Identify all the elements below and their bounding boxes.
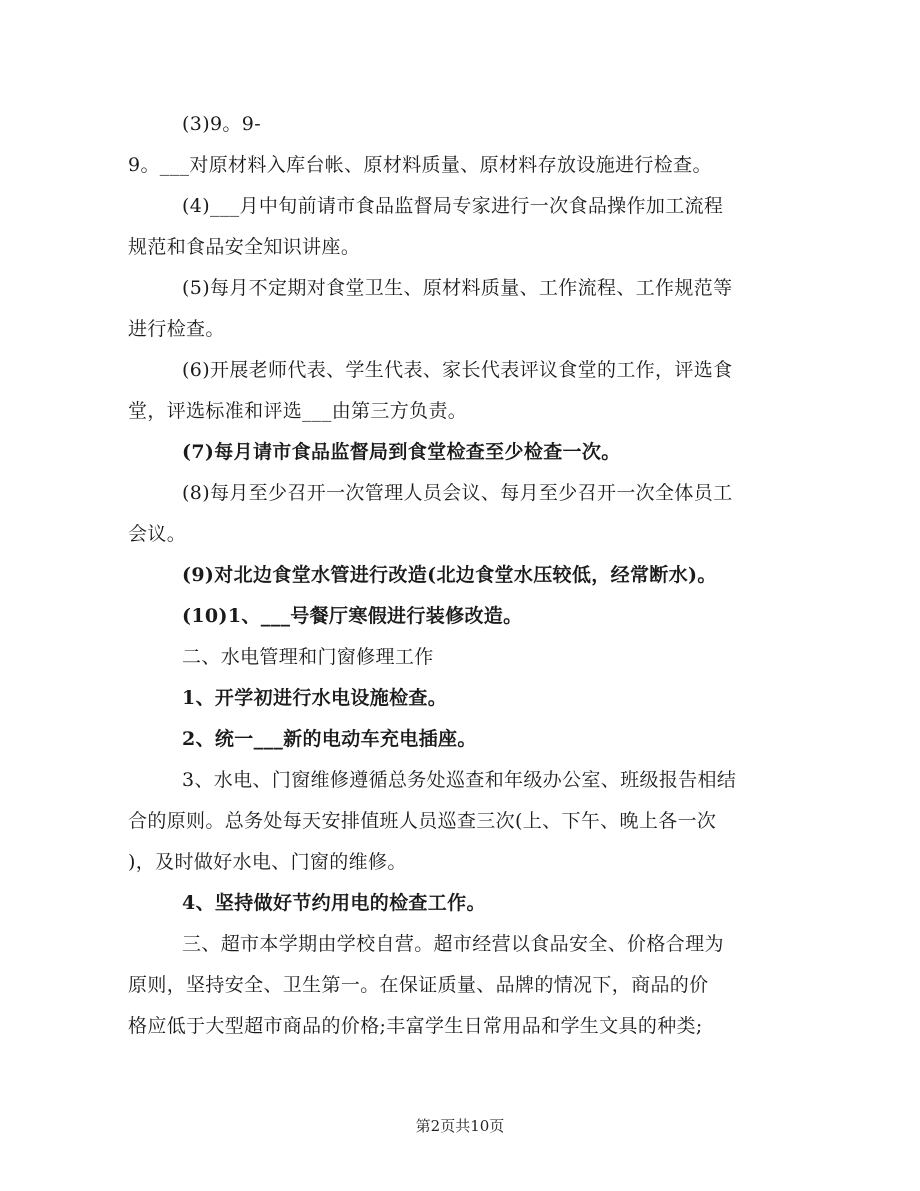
text-line: 4、坚持做好节约用电的检查工作。 xyxy=(182,892,486,914)
text-line: 3、水电、门窗维修遵循总务处巡查和年级办公室、班级报告相结 xyxy=(182,769,737,791)
text-line: 合的原则。总务处每天安排值班人员巡查三次(上、下午、晚上各一次 xyxy=(128,810,717,832)
text-line: 9。___对原材料入库台帐、原材料质量、原材料存放设施进行检查。 xyxy=(128,154,712,176)
text-line: (7)每月请市食品监督局到食堂检查至少检查一次。 xyxy=(182,441,621,463)
text-line: )，及时做好水电、门窗的维修。 xyxy=(128,851,407,873)
page-number-footer: 第2页共10页 xyxy=(415,1117,505,1135)
text-line: (5)每月不定期对食堂卫生、原材料质量、工作流程、工作规范等 xyxy=(182,277,733,299)
text-line: 1、开学初进行水电设施检查。 xyxy=(182,687,448,709)
document-body xyxy=(128,104,788,1047)
text-line: (6)开展老师代表、学生代表、家长代表评议食堂的工作，评选食 xyxy=(182,359,733,381)
section-heading: 二、水电管理和门窗修理工作 xyxy=(182,646,434,668)
text-line: 会议。 xyxy=(128,523,187,545)
text-line: 2、统一___新的电动车充电插座。 xyxy=(182,728,477,750)
text-line: 堂，评选标准和评选___由第三方负责。 xyxy=(128,400,468,422)
text-line: 进行检查。 xyxy=(128,318,225,340)
text-line: 原则，坚持安全、卫生第一。在保证质量、品牌的情况下，商品的价 xyxy=(128,974,709,996)
text-line: 规范和食品安全知识讲座。 xyxy=(128,236,361,258)
text-line: (3)9。9- xyxy=(182,113,261,135)
text-line: (9)对北边食堂水管进行改造(北边食堂水压较低，经常断水)。 xyxy=(182,564,717,586)
section-heading: 三、超市本学期由学校自营。超市经营以食品安全、价格合理为 xyxy=(182,933,724,955)
text-line: (8)每月至少召开一次管理人员会议、每月至少召开一次全体员工 xyxy=(182,482,733,504)
text-line: 格应低于大型超市商品的价格;丰富学生日常用品和学生文具的种类; xyxy=(128,1015,703,1037)
text-line: (10)1、___号餐厅寒假进行装修改造。 xyxy=(182,605,523,627)
text-line: (4)___月中旬前请市食品监督局专家进行一次食品操作加工流程 xyxy=(182,195,724,217)
